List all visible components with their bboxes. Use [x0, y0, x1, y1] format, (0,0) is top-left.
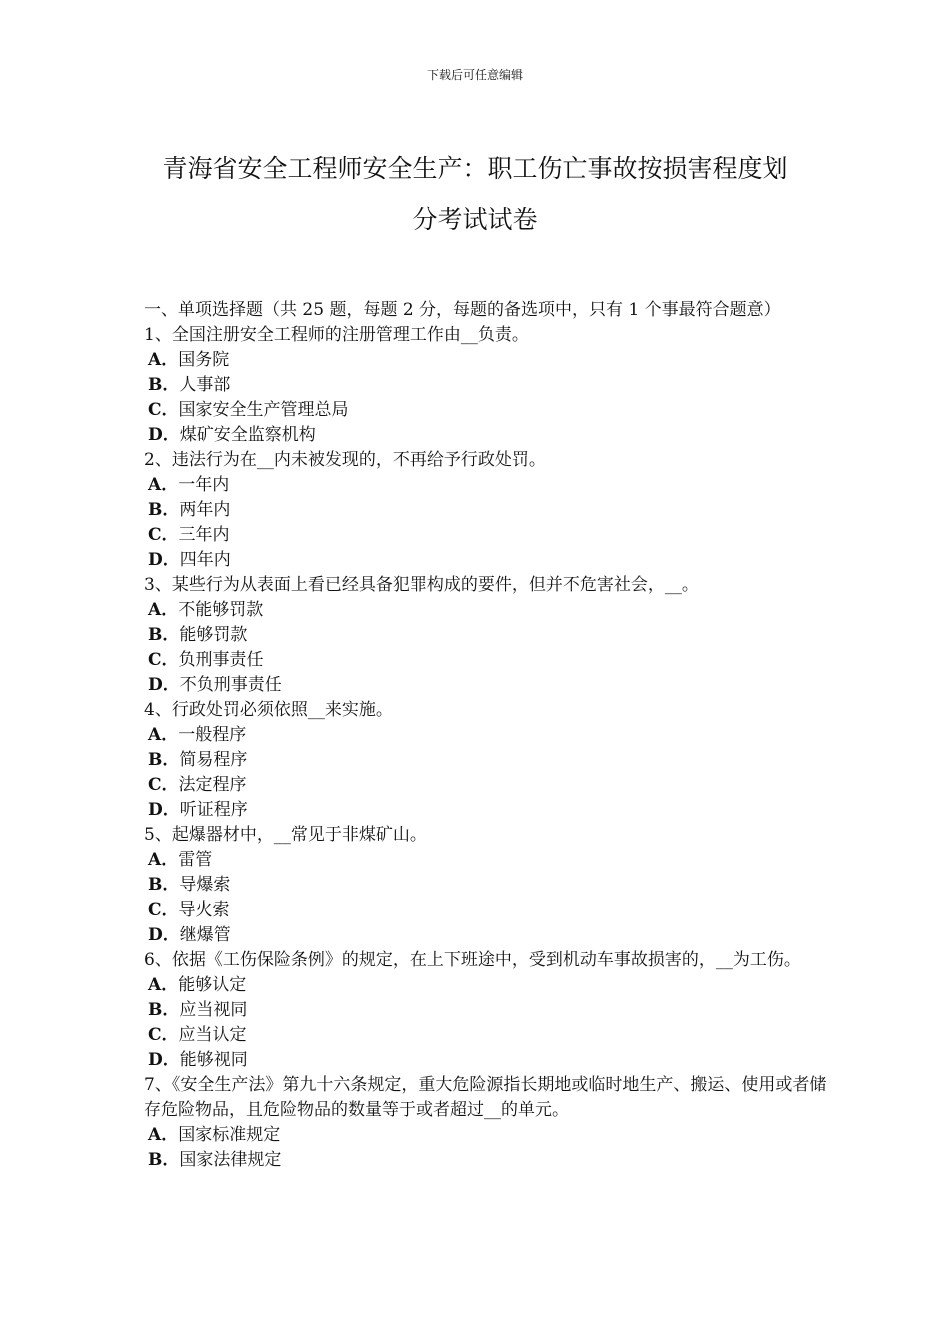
section-header: 一、单项选择题（共 25 题，每题 2 分，每题的备选项中，只有 1 个事最符合题意）	[144, 300, 781, 320]
option-text: 能够视同	[179, 1050, 248, 1070]
document-body	[144, 298, 834, 1173]
option-text: 能够认定	[178, 975, 247, 995]
option-letter: B．	[148, 375, 180, 395]
option-text: 国务院	[178, 350, 230, 370]
answer-option	[144, 348, 834, 373]
option-text: 负刑事责任	[178, 650, 264, 670]
option-letter: A．	[148, 350, 179, 370]
document-title-line-1: 青海省安全工程师安全生产：职工伤亡事故按损害程度划	[162, 154, 788, 183]
question-block	[144, 448, 834, 573]
option-letter: A．	[148, 850, 179, 870]
option-text: 国家安全生产管理总局	[178, 400, 349, 420]
answer-option	[144, 998, 834, 1023]
option-letter: B．	[148, 750, 180, 770]
answer-option	[144, 923, 834, 948]
answer-option	[144, 723, 834, 748]
option-text: 一年内	[178, 475, 230, 495]
answer-option	[144, 423, 834, 448]
question-block	[144, 948, 834, 1073]
option-text: 一般程序	[178, 725, 247, 745]
answer-option	[144, 1148, 834, 1173]
answer-option	[144, 473, 834, 498]
option-letter: B．	[148, 625, 180, 645]
question-list	[144, 323, 834, 1173]
question-block	[144, 573, 834, 698]
option-letter: D．	[148, 425, 180, 445]
option-text: 不负刑事责任	[179, 675, 282, 695]
option-letter: A．	[148, 725, 179, 745]
option-letter: D．	[148, 925, 180, 945]
answer-option	[144, 773, 834, 798]
answer-option	[144, 898, 834, 923]
option-letter: D．	[148, 1050, 180, 1070]
question-block	[144, 323, 834, 448]
question-stem: 7、《安全生产法》第九十六条规定，重大危险源指长期地或临时地生产、搬运、使用或者储存危险物品，且危险物品的数量等于或者超过__的单元。	[144, 1075, 827, 1120]
answer-option	[144, 873, 834, 898]
option-letter: D．	[148, 800, 180, 820]
option-letter: C．	[148, 400, 179, 420]
option-letter: C．	[148, 1025, 179, 1045]
option-text: 不能够罚款	[178, 600, 264, 620]
answer-option	[144, 798, 834, 823]
option-text: 国家标准规定	[178, 1125, 281, 1145]
question-block	[144, 823, 834, 948]
answer-option	[144, 548, 834, 573]
answer-option	[144, 623, 834, 648]
answer-option	[144, 848, 834, 873]
option-letter: B．	[148, 500, 180, 520]
option-letter: C．	[148, 525, 179, 545]
option-text: 能够罚款	[179, 625, 248, 645]
answer-option	[144, 523, 834, 548]
option-letter: C．	[148, 900, 179, 920]
option-letter: B．	[148, 875, 180, 895]
option-text: 四年内	[179, 550, 231, 570]
option-letter: A．	[148, 475, 179, 495]
option-letter: B．	[148, 1150, 180, 1170]
answer-option	[144, 373, 834, 398]
answer-option	[144, 598, 834, 623]
question-block	[144, 1073, 834, 1173]
answer-option	[144, 673, 834, 698]
option-text: 应当认定	[178, 1025, 247, 1045]
question-stem: 3、某些行为从表面上看已经具备犯罪构成的要件，但并不危害社会，__。	[144, 575, 699, 595]
answer-option	[144, 498, 834, 523]
option-letter: B．	[148, 1000, 180, 1020]
question-stem: 1、全国注册安全工程师的注册管理工作由__负责。	[144, 325, 529, 345]
option-text: 两年内	[179, 500, 231, 520]
option-letter: A．	[148, 1125, 179, 1145]
question-stem: 5、起爆器材中，__常见于非煤矿山。	[144, 825, 427, 845]
option-text: 三年内	[178, 525, 230, 545]
answer-option	[144, 1048, 834, 1073]
option-text: 继爆管	[179, 925, 231, 945]
option-letter: A．	[148, 975, 179, 995]
option-text: 国家法律规定	[179, 1150, 282, 1170]
option-letter: C．	[148, 775, 179, 795]
question-stem: 4、行政处罚必须依照__来实施。	[144, 700, 393, 720]
answer-option	[144, 398, 834, 423]
answer-option	[144, 973, 834, 998]
question-stem: 2、违法行为在__内未被发现的，不再给予行政处罚。	[144, 450, 546, 470]
answer-option	[144, 648, 834, 673]
question-stem: 6、依据《工伤保险条例》的规定，在上下班途中，受到机动车事故损害的，__为工伤。	[144, 950, 801, 970]
option-text: 导爆索	[179, 875, 231, 895]
option-text: 导火索	[178, 900, 230, 920]
document-title-line-2: 分考试试卷	[412, 205, 538, 234]
option-letter: A．	[148, 600, 179, 620]
header-note: 下载后可任意编辑	[426, 68, 523, 82]
option-text: 听证程序	[179, 800, 248, 820]
answer-option	[144, 1023, 834, 1048]
answer-option	[144, 1123, 834, 1148]
option-text: 煤矿安全监察机构	[179, 425, 316, 445]
option-text: 应当视同	[179, 1000, 248, 1020]
option-text: 简易程序	[179, 750, 248, 770]
option-text: 人事部	[179, 375, 231, 395]
option-text: 雷管	[178, 850, 213, 870]
option-letter: D．	[148, 675, 180, 695]
option-text: 法定程序	[178, 775, 247, 795]
option-letter: C．	[148, 650, 179, 670]
answer-option	[144, 748, 834, 773]
question-block	[144, 698, 834, 823]
option-letter: D．	[148, 550, 180, 570]
